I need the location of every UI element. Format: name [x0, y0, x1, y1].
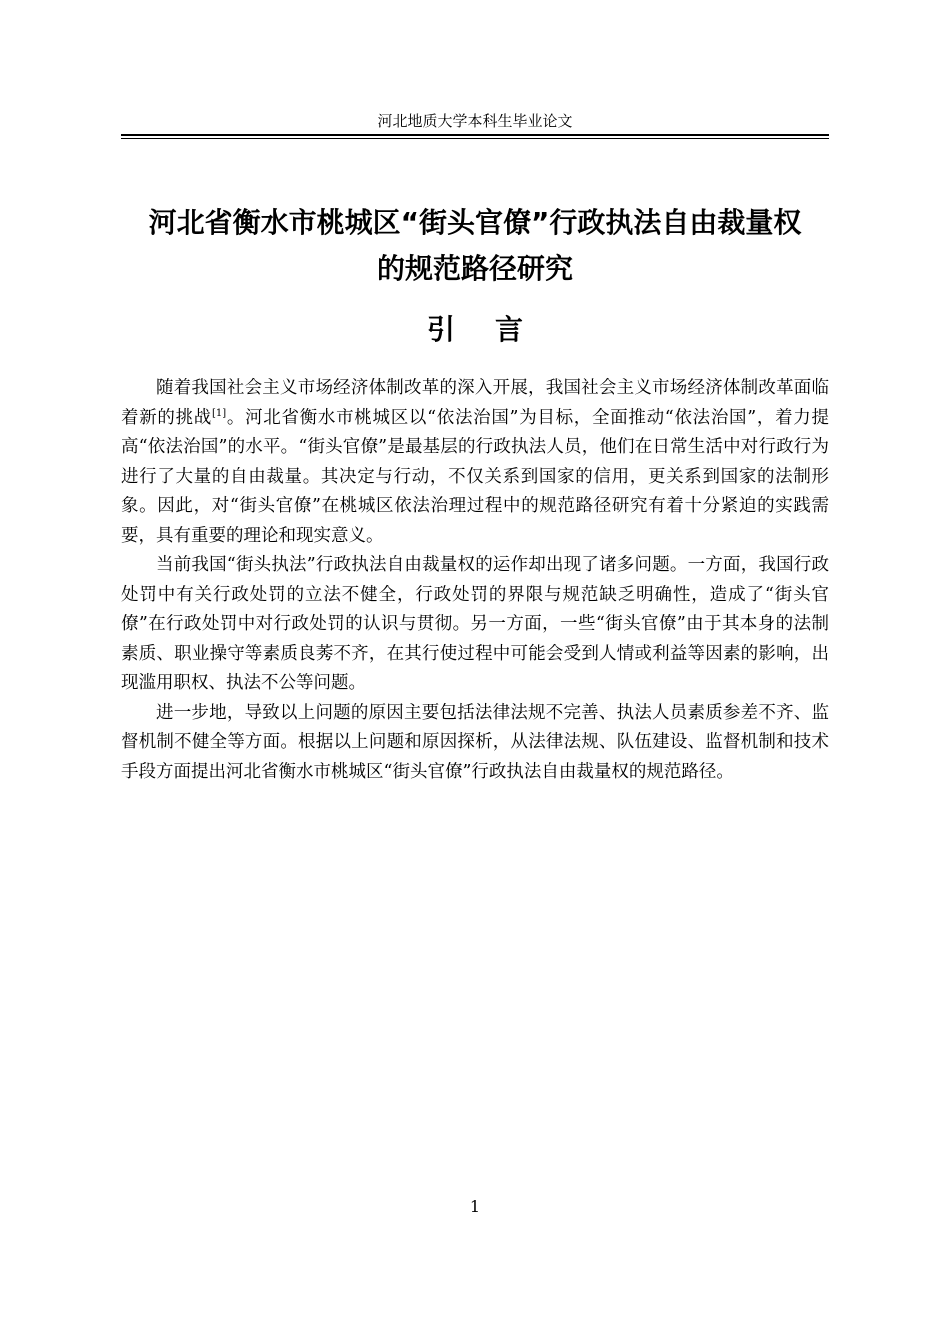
- running-header: 河北地质大学本科生毕业论文: [377, 112, 573, 130]
- page-number: 1: [469, 1197, 481, 1216]
- header-rule-thin: [121, 138, 829, 139]
- section-heading-introduction: 引言: [426, 313, 563, 346]
- paragraph-2: 当前我国“街头执法”行政执法自由裁量权的运作却出现了诸多问题。一方面，我国行政处罚中有关行政处罚的立法不健全，行政处罚的界限与规范缺乏明确性，造成了“街头官僚”在行政处罚中对行政处罚的认识与贯彻。另一方面，一些“街头官僚”由于其本身的法制素质、职业操守等素质良莠不齐，在其行使过程中可能会受到人情或利益等因素的影响，出现滥用职权、执法不公等问题。: [121, 555, 829, 693]
- body-text: [121, 374, 829, 787]
- paper-title: [110, 200, 840, 292]
- paragraph-1: [121, 374, 829, 551]
- paragraph-1-text-b: 。河北省衡水市桃城区以“依法治国”为目标，全面推动“依法治国”，着力提高“依法治国”的水平。“街头官僚”是最基层的行政执法人员，他们在日常生活中对行政行为进行了大量的自由裁量。其决定与行动，不仅关系到国家的信用，更关系到国家的法制形象。因此，对“街头官僚”在桃城区依法治理过程中的规范路径研究有着十分紧迫的实践需要，具有重要的理论和现实意义。: [121, 407, 829, 546]
- paper-title-line-1: 河北省衡水市桃城区“街头官僚”行政执法自由裁量权: [148, 206, 802, 239]
- header-rule-thick: [121, 134, 829, 136]
- paragraph-3: 进一步地，导致以上问题的原因主要包括法律法规不完善、执法人员素质参差不齐、监督机制不健全等方面。根据以上问题和原因探析，从法律法规、队伍建设、监督机制和技术手段方面提出河北省衡水市桃城区“街头官僚”行政执法自由裁量权的规范路径。: [121, 702, 829, 782]
- citation-reference[interactable]: [1]: [212, 407, 227, 419]
- paper-title-line-2: 的规范路径研究: [376, 252, 573, 285]
- paragraph-1-text-a: 随着我国社会主义市场经济体制改革的深入开展，我国社会主义市场经济体制改革面临着新的挑战: [121, 378, 829, 428]
